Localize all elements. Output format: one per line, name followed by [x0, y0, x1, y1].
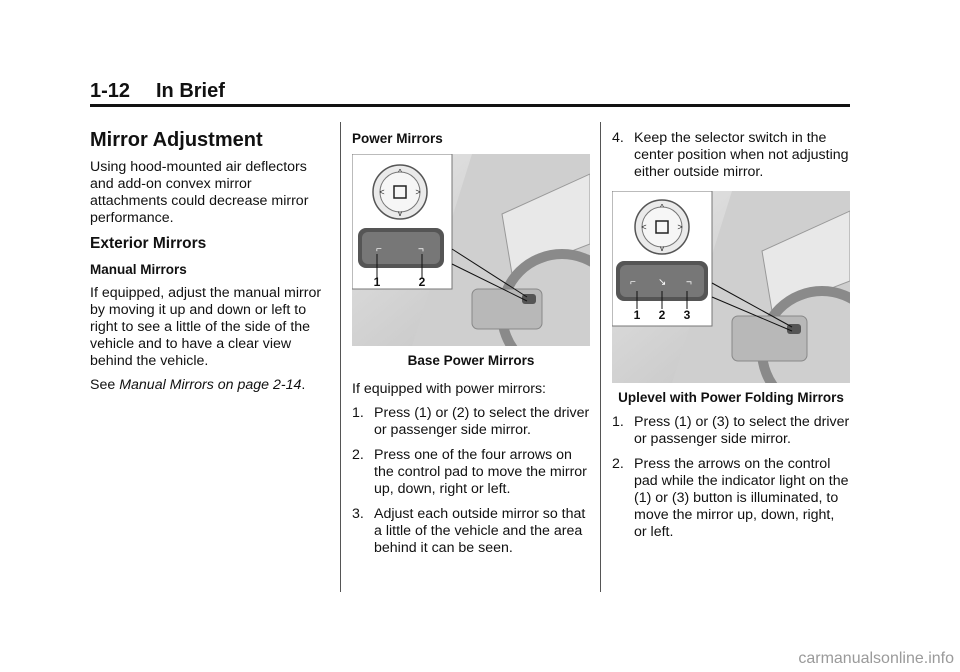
exterior-mirrors-heading: Exterior Mirrors: [90, 235, 207, 252]
column-divider-1: [340, 122, 341, 592]
uplevel-mirror-steps: [612, 414, 850, 541]
column-2: [352, 130, 590, 565]
page-header: [90, 80, 850, 106]
manual-mirrors-heading: Manual Mirrors: [90, 262, 187, 277]
section-title: In Brief: [156, 80, 225, 102]
svg-text:>: >: [415, 187, 421, 197]
figure-caption: Uplevel with Power Folding Mirrors: [618, 390, 844, 405]
manual-mirrors-paragraph: If equipped, adjust the manual mirror by moving it up and down or left to right to see a little of the side of the vehicle and to have a clear view behind the vehicle.: [90, 285, 322, 369]
callout-label: 3: [683, 308, 691, 322]
svg-text:⌐: ⌐: [630, 277, 636, 288]
list-item: 2. Press one of the four arrows on the control pad to move the mirror up, down, right or left.: [352, 447, 587, 497]
base-power-mirrors-illustration: [352, 154, 590, 346]
callout-label: 1: [633, 308, 641, 322]
page-title: Mirror Adjustment: [90, 129, 263, 151]
list-item: 3. Adjust each outside mirror so that a little of the vehicle and the area behind it can be seen.: [352, 506, 586, 556]
power-mirrors-lead: If equipped with power mirrors:: [352, 381, 546, 397]
list-item: 4. Keep the selector switch in the center position when not adjusting either outside mirror.: [612, 130, 849, 180]
list-item: 1. Press (1) or (2) to select the driver or passenger side mirror.: [352, 405, 590, 438]
see-reference: [90, 377, 328, 394]
callout-label: 1: [373, 275, 381, 289]
svg-text:^: ^: [398, 168, 402, 177]
column-3: [612, 130, 850, 549]
svg-text:v: v: [660, 244, 664, 253]
svg-text:>: >: [677, 222, 683, 232]
svg-text:v: v: [398, 209, 402, 218]
uplevel-mirrors-illustration: [612, 191, 850, 383]
intro-paragraph: Using hood-mounted air deflectors and add-on convex mirror attachments could decrease mirror performance.: [90, 159, 309, 226]
see-suffix: .: [301, 377, 306, 393]
callout-label: 2: [418, 275, 426, 289]
page-reference-link[interactable]: Manual Mirrors on page 2-14: [119, 377, 302, 393]
base-power-mirrors-figure: [352, 154, 590, 346]
figure-caption: Base Power Mirrors: [407, 353, 535, 368]
list-item: 2. Press the arrows on the control pad while the indicator light on the (1) or (3) button is illuminated, to move the mirror up, down, right, or left.: [612, 456, 849, 540]
column-divider-2: [600, 122, 601, 592]
see-prefix: See: [90, 377, 116, 393]
svg-text:¬: ¬: [418, 244, 424, 255]
watermark: carmanualsonline.info: [798, 650, 954, 667]
page-number: 1-12: [90, 80, 131, 102]
power-mirror-steps: [352, 405, 590, 557]
header-rule: [90, 104, 850, 107]
svg-text:¬: ¬: [686, 277, 692, 288]
list-item: 1. Press (1) or (3) to select the driver or passenger side mirror.: [612, 414, 850, 447]
svg-text:<: <: [379, 187, 385, 197]
svg-text:⌐: ⌐: [376, 244, 382, 255]
power-mirrors-heading: Power Mirrors: [352, 131, 443, 146]
svg-text:^: ^: [660, 203, 664, 212]
callout-label: 2: [658, 308, 666, 322]
svg-text:↘: ↘: [658, 277, 667, 288]
svg-text:<: <: [641, 222, 647, 232]
column-1: [90, 128, 328, 401]
uplevel-mirrors-figure: [612, 191, 850, 383]
